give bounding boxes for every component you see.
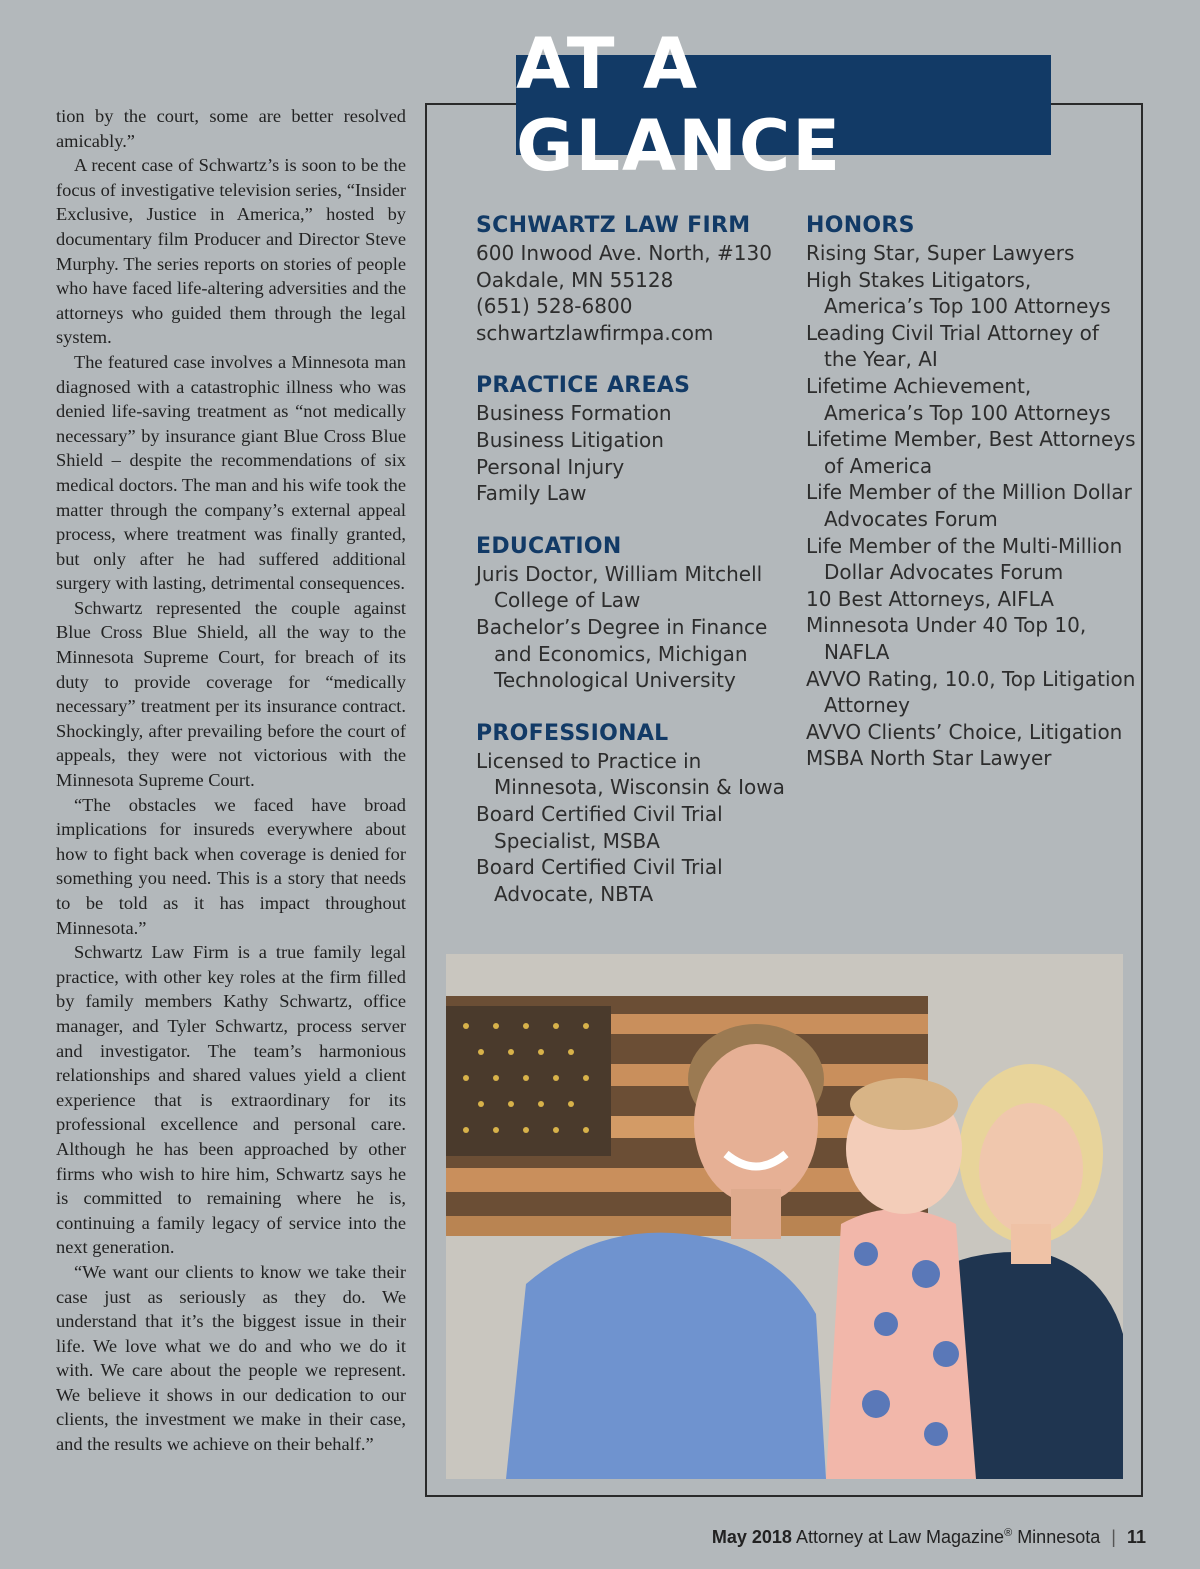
at-a-glance-banner: AT A GLANCE <box>516 55 1051 155</box>
article-paragraph: “The obstacles we faced have broad implications for insureds everywhere about how to fight back when coverage is denied for something you need. This is a story that needs to be told as it has impact throughout Minnesota.” <box>56 794 406 938</box>
page-number: 11 <box>1126 1527 1146 1547</box>
footer-separator: | <box>1111 1527 1116 1547</box>
professional-heading: PROFESSIONAL <box>476 720 669 746</box>
article-paragraph: Schwartz Law Firm is a true family legal practice, with other key roles at the firm filled by family members Kathy Schwartz, office manager, and Tyler Schwartz, process server and investigator. The team’s harmonious relationships and shared values yield a client experience that is extraordinary for its professional excellence and personal care. Although he has been approached by other firms who wish to hire him, Schwartz says he is committed to remaining where he is, continuing a family legacy of service into the next generation. <box>56 942 406 1258</box>
article-paragraph: Schwartz represented the couple against Blue Cross Blue Shield, all the way to the Minnesota Supreme Court, for breach of its duty to provide coverage for “medically necessary” treatment per its insurance contract. Shockingly, after prevailing before the court of appeals, they were not victorious with the Minnesota Supreme Court. <box>56 597 406 791</box>
page-footer <box>712 1527 1146 1548</box>
glance-right-column <box>806 212 1136 798</box>
education-heading: EDUCATION <box>476 533 622 559</box>
practice-item: Business Formation <box>476 401 672 426</box>
practice-heading: PRACTICE AREAS <box>476 373 691 399</box>
honor-item: Life Member of the Multi-Million Dollar Advocates Forum <box>806 533 1123 585</box>
registered-mark: ® <box>1004 1527 1013 1539</box>
honor-item: 10 Best Attorneys, AIFLA <box>806 586 1054 611</box>
firm-heading: SCHWARTZ LAW FIRM <box>476 213 751 238</box>
honor-item: AVVO Rating, 10.0, Top Litigation Attorney <box>806 666 1136 718</box>
professional-item: Board Certified Civil Trial Advocate, NBTA <box>476 855 723 906</box>
honor-item: Leading Civil Trial Attorney of the Year, AI <box>806 320 1099 372</box>
footer-edition: Minnesota <box>1017 1527 1101 1547</box>
firm-website: schwartzlawfirmpa.com <box>476 320 714 345</box>
article-column <box>56 104 406 1457</box>
honor-item: AVVO Clients’ Choice, Litigation <box>806 719 1123 744</box>
honor-item: High Stakes Litigators, America’s Top 100 Attorneys <box>806 267 1111 319</box>
honor-item: Lifetime Member, Best Attorneys of America <box>806 427 1136 478</box>
practice-item: Business Litigation <box>476 427 664 452</box>
footer-magazine: Attorney at Law Magazine <box>795 1527 1005 1547</box>
education-item: Bachelor’s Degree in Finance and Economics, Michigan Technological University <box>476 614 768 693</box>
baby-figure <box>826 1078 976 1479</box>
practice-item: Personal Injury <box>476 454 625 479</box>
article-paragraph: “We want our clients to know we take their case just as seriously as they do. We understand that it’s the biggest issue in their life. We love what we do and who we do it with. We care about the people we represent. We believe it shows in our dedication to our clients, the investment we make in their case, and the results we achieve on their behalf.” <box>56 1261 406 1455</box>
honor-item: Lifetime Achievement, America’s Top 100 Attorneys <box>806 373 1111 425</box>
honor-item: MSBA North Star Lawyer <box>806 746 1052 771</box>
education-item: Juris Doctor, William Mitchell College of Law <box>476 561 763 613</box>
footer-date: May 2018 <box>711 1527 792 1547</box>
education-section <box>476 533 796 694</box>
practice-item: Family Law <box>476 481 587 506</box>
article-paragraph: tion by the court, some are better resolved amicably.” <box>56 106 406 151</box>
firm-phone: (651) 528-6800 <box>476 294 633 319</box>
firm-section <box>476 212 796 346</box>
firm-city: Oakdale, MN 55128 <box>476 267 674 292</box>
family-photo <box>446 954 1123 1479</box>
honors-heading: HONORS <box>806 213 915 238</box>
practice-section <box>476 372 796 506</box>
family-photo-illustration <box>446 954 1123 1479</box>
article-paragraph: The featured case involves a Minnesota man diagnosed with a catastrophic illness who was denied life-saving treatment as “not medically necessary” by insurance giant Blue Cross Blue Shield – despite the recommendations of six medical doctors. The man and his wife took the matter through the company’s external appeal process, where treatment was finally granted, but only after he had suffered additional surgery with lasting, detrimental consequences. <box>56 351 406 594</box>
article-paragraph: A recent case of Schwartz’s is soon to be the focus of investigative television series, “Insider Exclusive, Justice in America,” hosted by documentary film Producer and Director Steve Murphy. The series reports on stories of people who have faced life-altering adversities and the attorneys who guided them through the legal system. <box>56 155 406 348</box>
honors-section <box>806 212 1136 772</box>
professional-item: Board Certified Civil Trial Specialist, MSBA <box>476 801 723 853</box>
professional-item: Licensed to Practice in Minnesota, Wisconsin & Iowa <box>476 748 785 800</box>
honor-item: Minnesota Under 40 Top 10, NAFLA <box>806 613 1087 664</box>
honor-item: Rising Star, Super Lawyers <box>806 241 1075 265</box>
honor-item: Life Member of the Million Dollar Advocates Forum <box>806 480 1132 531</box>
firm-address: 600 Inwood Ave. North, #130 <box>476 241 772 265</box>
glance-left-column <box>476 212 796 933</box>
professional-section <box>476 720 796 908</box>
